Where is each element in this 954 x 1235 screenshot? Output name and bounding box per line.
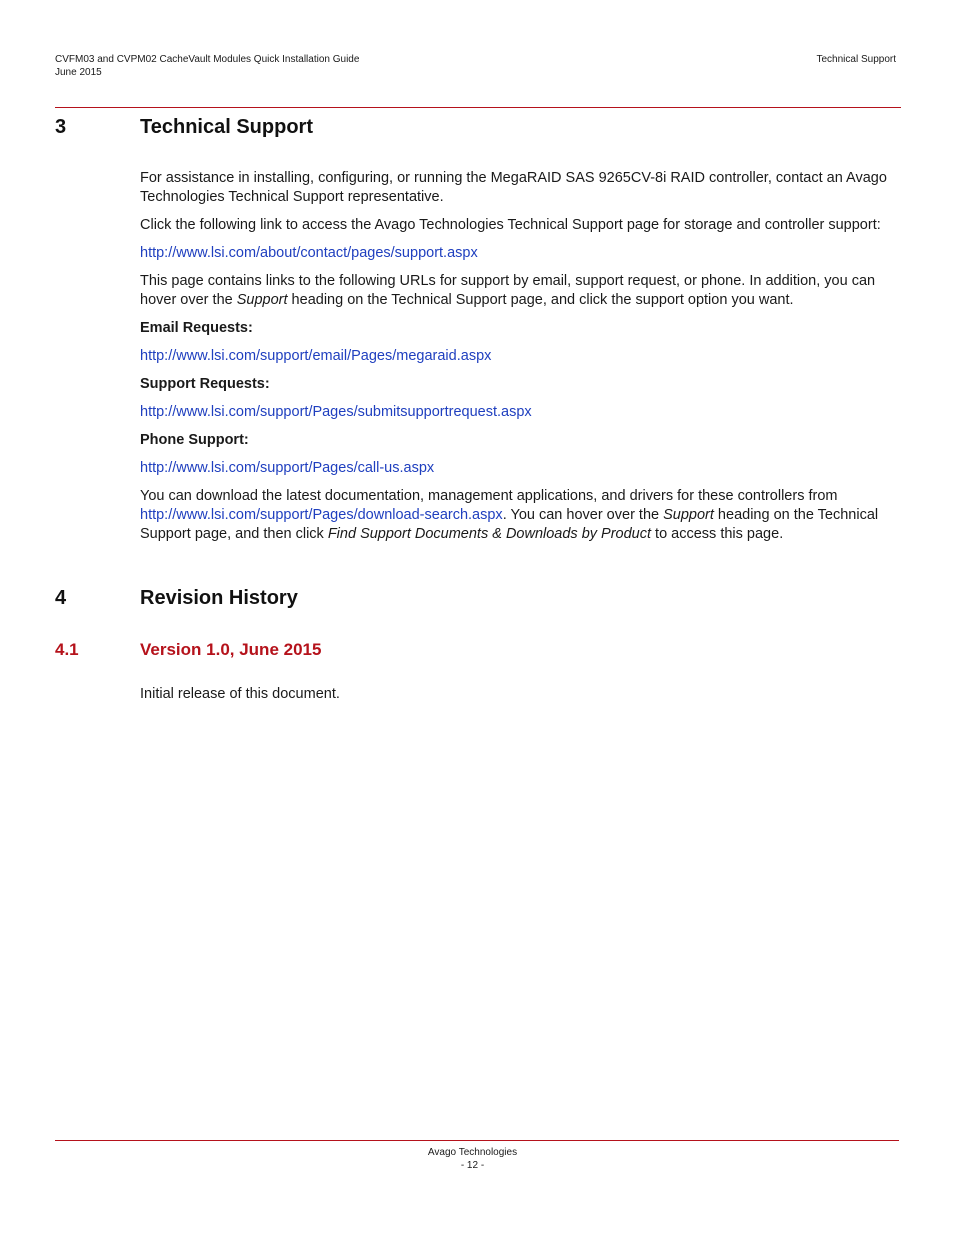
email-requests-label: Email Requests: bbox=[140, 320, 253, 336]
support-requests-label: Support Requests: bbox=[140, 376, 270, 392]
email-requests-link[interactable]: http://www.lsi.com/support/email/Pages/megaraid.aspx bbox=[140, 348, 492, 364]
doc-title: CVFM03 and CVPM02 CacheVault Modules Quick Installation Guide bbox=[55, 54, 360, 65]
section-3-heading bbox=[55, 114, 313, 140]
subsection-title: Version 1.0, June 2015 bbox=[140, 640, 322, 659]
paragraph: You can download the latest documentation, management applications, and drivers for these controllers from http://www.lsi.com/support/Pages/download-search.aspx. You can hover over the Support heading on the Technical Support page, and then click Find Support Documents & Downloads by Product to access this page. bbox=[140, 488, 879, 542]
section-4-heading bbox=[55, 585, 298, 611]
paragraph: For assistance in installing, configuring, or running the MegaRAID SAS 9265CV-8i RAID controller, contact an Avago Technologies Technical Support representative. bbox=[140, 170, 887, 205]
section-3-body bbox=[140, 169, 900, 544]
subsection-4-1-heading bbox=[55, 639, 321, 661]
phone-support-label: Phone Support: bbox=[140, 432, 249, 448]
paragraph: Initial release of this document. bbox=[140, 686, 340, 702]
header-rule bbox=[55, 107, 901, 108]
section-title: Revision History bbox=[140, 587, 298, 609]
phone-support-link[interactable]: http://www.lsi.com/support/Pages/call-us.aspx bbox=[140, 460, 435, 476]
page-footer bbox=[0, 1146, 945, 1172]
page-number: - 12 - bbox=[460, 1160, 485, 1171]
support-page-link[interactable]: http://www.lsi.com/about/contact/pages/support.aspx bbox=[140, 245, 478, 261]
section-title: Technical Support bbox=[140, 116, 313, 138]
section-number: 4 bbox=[55, 587, 67, 609]
paragraph: Click the following link to access the Avago Technologies Technical Support page for storage and controller support: bbox=[140, 217, 881, 233]
running-header-left bbox=[55, 53, 359, 79]
running-header-section: Technical Support bbox=[816, 54, 896, 65]
section-number: 3 bbox=[55, 116, 67, 138]
subsection-4-1-body bbox=[140, 685, 900, 704]
footer-rule bbox=[55, 1140, 899, 1141]
footer-company: Avago Technologies bbox=[427, 1147, 518, 1158]
doc-date: June 2015 bbox=[55, 67, 102, 78]
support-requests-link[interactable]: http://www.lsi.com/support/Pages/submitsupportrequest.aspx bbox=[140, 404, 532, 420]
download-search-link[interactable]: http://www.lsi.com/support/Pages/download-search.aspx bbox=[140, 507, 503, 523]
paragraph: This page contains links to the following URLs for support by email, support request, or phone. In addition, you can hover over the Support heading on the Technical Support page, and click the support option you want. bbox=[140, 273, 876, 308]
subsection-number: 4.1 bbox=[55, 640, 79, 659]
